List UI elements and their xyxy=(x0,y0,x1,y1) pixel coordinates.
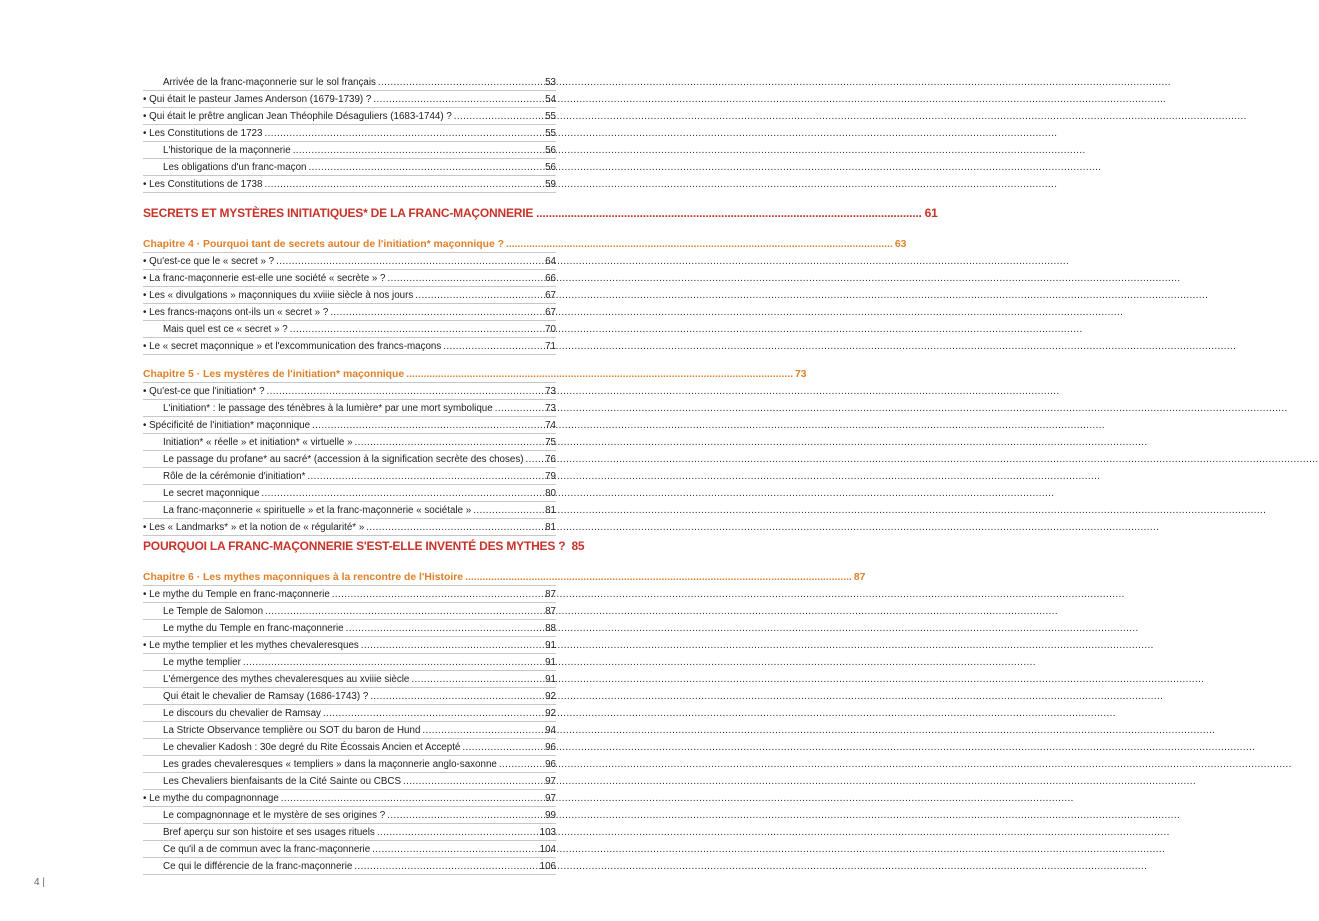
toc-entry-page: 92 xyxy=(545,708,556,719)
toc-entry-page: 55 xyxy=(545,128,556,139)
toc-entry-text: La franc-maçonnerie « spirituelle » et la franc-maçonnerie « sociétale » xyxy=(163,505,472,516)
toc-entry-text: Le Temple de Salomon xyxy=(163,606,264,617)
toc-entry-page: 64 xyxy=(545,256,556,267)
toc-entry[interactable] xyxy=(143,400,556,417)
leader-dots xyxy=(307,468,543,485)
leader-dots xyxy=(499,756,543,773)
toc-entry[interactable] xyxy=(143,603,556,620)
leader-dots xyxy=(506,236,893,253)
toc-entry-page: 76 xyxy=(545,454,556,465)
toc-entry-text: Le discours du chevalier de Ramsay xyxy=(163,708,321,719)
toc-entry[interactable] xyxy=(143,338,556,355)
toc-entry-page: 97 xyxy=(545,776,556,787)
leader-dots xyxy=(267,383,544,400)
toc-entry[interactable] xyxy=(143,671,556,688)
toc-entry[interactable] xyxy=(143,270,556,287)
toc-entry-page: 99 xyxy=(545,810,556,821)
leader-dots xyxy=(372,841,537,858)
toc-entry-text: Rôle de la cérémonie d'initiation* xyxy=(163,471,306,482)
leader-dots xyxy=(332,586,543,603)
toc-entry[interactable] xyxy=(143,756,556,773)
leader-dots xyxy=(264,125,543,142)
leader-dots xyxy=(387,807,543,824)
toc-entry-text: • La franc-maçonnerie est-elle une société « secrète » ? xyxy=(143,273,386,284)
toc-entry[interactable] xyxy=(143,451,556,468)
toc-entry[interactable] xyxy=(143,485,556,502)
toc-entry[interactable] xyxy=(143,434,556,451)
toc-entry-text: • Le mythe du compagnonnage xyxy=(143,793,279,804)
leader-dots xyxy=(323,705,543,722)
toc-entry-text: Le secret maçonnique xyxy=(163,488,260,499)
leader-dots xyxy=(355,434,544,451)
leader-dots xyxy=(406,366,793,383)
toc-entry-page: 92 xyxy=(545,691,556,702)
leader-dots xyxy=(473,502,543,519)
leader-dots xyxy=(330,304,543,321)
section-title: SECRETS ET MYSTÈRES INITIATIQUES* DE LA FRANC-MAÇONNERIE xyxy=(143,206,534,220)
toc-entry-page: 91 xyxy=(545,640,556,651)
toc-entry-text: L'initiation* : le passage des ténèbres à la lumière* par une mort symbolique xyxy=(163,403,493,414)
toc-entry-page: 71 xyxy=(545,341,556,352)
toc-entry-page: 66 xyxy=(545,273,556,284)
toc-entry[interactable] xyxy=(143,620,556,637)
toc-entry-text: La Stricte Observance templière ou SOT du baron de Hund xyxy=(163,725,421,736)
leader-dots xyxy=(366,519,543,536)
leader-dots xyxy=(276,253,543,270)
toc-entry[interactable] xyxy=(143,858,556,875)
toc-entry[interactable] xyxy=(143,502,556,519)
toc-entry-text: Le compagnonnage et le mystère de ses origines ? xyxy=(163,810,386,821)
toc-entry[interactable] xyxy=(143,417,556,434)
toc-entry-text: Qui était le chevalier de Ramsay (1686-1743) ? xyxy=(163,691,369,702)
toc-entry-page: 54 xyxy=(545,94,556,105)
toc-entry-page: 67 xyxy=(545,290,556,301)
toc-entry-page: 81 xyxy=(545,505,556,516)
toc-entry-text: Le passage du profane* au sacré* (accession à la signification secrète des choses) xyxy=(163,454,524,465)
leader-dots xyxy=(377,824,538,841)
leader-dots xyxy=(454,108,543,125)
toc-entry-page: 97 xyxy=(545,793,556,804)
toc-entry-page: 106 xyxy=(539,861,556,872)
toc-entry[interactable] xyxy=(143,654,556,671)
leader-dots xyxy=(361,637,543,654)
toc-entry[interactable] xyxy=(143,108,556,125)
toc-entry-text: Arrivée de la franc-maçonnerie sur le sol français xyxy=(163,77,376,88)
leader-dots xyxy=(264,176,543,193)
toc-entry-page: 96 xyxy=(545,742,556,753)
toc-entry-text: Ce qu'il a de commun avec la franc-maçonnerie xyxy=(163,844,371,855)
chapter-title: Chapitre 4 · Pourquoi tant de secrets autour de l'initiation* maçonnique ? xyxy=(143,239,504,250)
chapter-heading[interactable] xyxy=(143,569,866,586)
toc-entry[interactable] xyxy=(143,688,556,705)
toc-entry[interactable] xyxy=(143,586,556,603)
toc-entry-page: 87 xyxy=(545,606,556,617)
leader-dots xyxy=(411,671,543,688)
toc-entry-text: Ce qui le différencie de la franc-maçonnerie xyxy=(163,861,353,872)
toc-entry-page: 73 xyxy=(545,403,556,414)
section-page: 85 xyxy=(571,539,585,553)
toc-entry-text: • Qui était le pasteur James Anderson (1679-1739) ? xyxy=(143,94,372,105)
toc-entry-page: 103 xyxy=(539,827,556,838)
toc-entry[interactable] xyxy=(143,176,556,193)
leader-dots xyxy=(243,654,543,671)
section-heading[interactable] xyxy=(143,537,585,555)
leader-dots xyxy=(443,338,543,355)
toc-entry[interactable] xyxy=(143,637,556,654)
toc-entry-text: • Le mythe du Temple en franc-maçonnerie xyxy=(143,589,330,600)
toc-entry-page: 91 xyxy=(545,657,556,668)
leader-dots xyxy=(465,569,852,586)
toc-entry[interactable] xyxy=(143,468,556,485)
toc-entry-page: 79 xyxy=(545,471,556,482)
toc-entry[interactable] xyxy=(143,790,556,807)
toc-entry-page: 88 xyxy=(545,623,556,634)
leader-dots xyxy=(422,722,543,739)
toc-entry-text: Bref aperçu sur son histoire et ses usages rituels xyxy=(163,827,375,838)
toc-entry-text: • Les Constitutions de 1723 xyxy=(143,128,263,139)
toc-entry[interactable] xyxy=(143,321,556,338)
section-page: 61 xyxy=(924,206,938,220)
leader-dots xyxy=(308,159,543,176)
leader-dots xyxy=(415,287,543,304)
toc-entry-text: • Le « secret maçonnique » et l'excommunication des francs-maçons xyxy=(143,341,442,352)
section-heading[interactable] xyxy=(143,204,938,222)
toc-entry-text: • Les « Landmarks* » et la notion de « régularité* » xyxy=(143,522,365,533)
toc-entry-page: 74 xyxy=(545,420,556,431)
toc-entry-page: 87 xyxy=(545,589,556,600)
page-number: 4 | xyxy=(34,877,45,888)
leader-dots xyxy=(388,270,544,287)
chapter-heading[interactable] xyxy=(143,366,807,383)
chapter-title: Chapitre 6 · Les mythes maçonniques à la rencontre de l'Histoire xyxy=(143,572,464,583)
chapter-page: 87 xyxy=(853,572,866,583)
toc-entry-text: L'émergence des mythes chevaleresques au xviiie siècle xyxy=(163,674,410,685)
leader-dots xyxy=(265,603,543,620)
toc-entry-page: 59 xyxy=(545,179,556,190)
toc-entry-text: • Qu'est-ce que l'initiation* ? xyxy=(143,386,265,397)
toc-entry[interactable] xyxy=(143,841,556,858)
toc-entry[interactable] xyxy=(143,722,556,739)
toc-entry-text: • Le mythe templier et les mythes chevaleresques xyxy=(143,640,359,651)
toc-entry[interactable] xyxy=(143,304,556,321)
toc-entry[interactable] xyxy=(143,519,556,536)
toc-entry-page: 70 xyxy=(545,324,556,335)
toc-entry-text: Initiation* « réelle » et initiation* « virtuelle » xyxy=(163,437,353,448)
toc-entry-text: • Les francs-maçons ont-ils un « secret » ? xyxy=(143,307,329,318)
toc-entry-page: 56 xyxy=(545,162,556,173)
leader-dots xyxy=(403,773,543,790)
toc-entry[interactable] xyxy=(143,739,556,756)
toc-entry[interactable] xyxy=(143,91,556,108)
toc-entry[interactable] xyxy=(143,125,556,142)
leader-dots xyxy=(373,91,543,108)
toc-entry-page: 104 xyxy=(539,844,556,855)
toc-entry-text: Les obligations d'un franc-maçon xyxy=(163,162,307,173)
leader-dots xyxy=(354,858,537,875)
leader-dots xyxy=(281,790,543,807)
toc-entry[interactable] xyxy=(143,807,556,824)
toc-entry[interactable] xyxy=(143,383,556,400)
toc-entry-page: 80 xyxy=(545,488,556,499)
toc-entry-page: 96 xyxy=(545,759,556,770)
chapter-heading[interactable] xyxy=(143,236,907,253)
toc-entry[interactable] xyxy=(143,253,556,270)
leader-dots xyxy=(312,417,543,434)
leader-dots xyxy=(293,142,543,159)
toc-entry-page: 94 xyxy=(545,725,556,736)
leader-dots xyxy=(526,451,544,468)
toc-entry-page: 91 xyxy=(545,674,556,685)
toc-entry-text: Les Chevaliers bienfaisants de la Cité Sainte ou CBCS xyxy=(163,776,401,787)
toc-entry-text: • Qui était le prêtre anglican Jean Théophile Désaguliers (1683-1744) ? xyxy=(143,111,452,122)
toc-entry[interactable] xyxy=(143,287,556,304)
chapter-page: 73 xyxy=(795,369,807,380)
toc-entry-page: 53 xyxy=(545,77,556,88)
toc-entry-text: Le mythe du Temple en franc-maçonnerie xyxy=(163,623,344,634)
toc-entry-text: L'historique de la maçonnerie xyxy=(163,145,291,156)
leader-dots xyxy=(462,739,543,756)
toc-entry-page: 56 xyxy=(545,145,556,156)
chapter-title: Chapitre 5 · Les mystères de l'initiation* maçonnique xyxy=(143,369,405,380)
toc-entry[interactable] xyxy=(143,705,556,722)
leader-dots xyxy=(261,485,543,502)
leader-dots xyxy=(536,204,921,222)
leader-dots xyxy=(370,688,543,705)
toc-entry-text: Le mythe templier xyxy=(163,657,241,668)
leader-dots xyxy=(290,321,543,338)
toc-entry-text: Les grades chevaleresques « templiers » dans la maçonnerie anglo-saxonne xyxy=(163,759,497,770)
toc-entry-text: • Qu'est-ce que le « secret » ? xyxy=(143,256,275,267)
toc-entry-page: 75 xyxy=(545,437,556,448)
chapter-page: 63 xyxy=(894,239,907,250)
toc-entry-page: 55 xyxy=(545,111,556,122)
toc-entry-page: 67 xyxy=(545,307,556,318)
leader-dots xyxy=(346,620,543,637)
toc-entry[interactable] xyxy=(143,824,556,841)
section-title: POURQUOI LA FRANC-MAÇONNERIE S'EST-ELLE INVENTÉ DES MYTHES ? xyxy=(143,539,566,553)
toc-entry[interactable] xyxy=(143,142,556,159)
toc-entry[interactable] xyxy=(143,159,556,176)
toc-entry-text: • Les Constitutions de 1738 xyxy=(143,179,263,190)
leader-dots xyxy=(495,400,543,417)
toc-entry[interactable] xyxy=(143,74,556,91)
leader-dots xyxy=(378,74,543,91)
toc-entry-text: • Les « divulgations » maçonniques du xviiie siècle à nos jours xyxy=(143,290,414,301)
toc-entry-text: Le chevalier Kadosh : 30e degré du Rite Écossais Ancien et Accepté xyxy=(163,742,461,753)
toc-entry-page: 81 xyxy=(545,522,556,533)
toc-entry-page: 73 xyxy=(545,386,556,397)
toc-entry-text: • Spécificité de l'initiation* maçonnique xyxy=(143,420,311,431)
toc-entry-text: Mais quel est ce « secret » ? xyxy=(163,324,288,335)
toc-entry[interactable] xyxy=(143,773,556,790)
